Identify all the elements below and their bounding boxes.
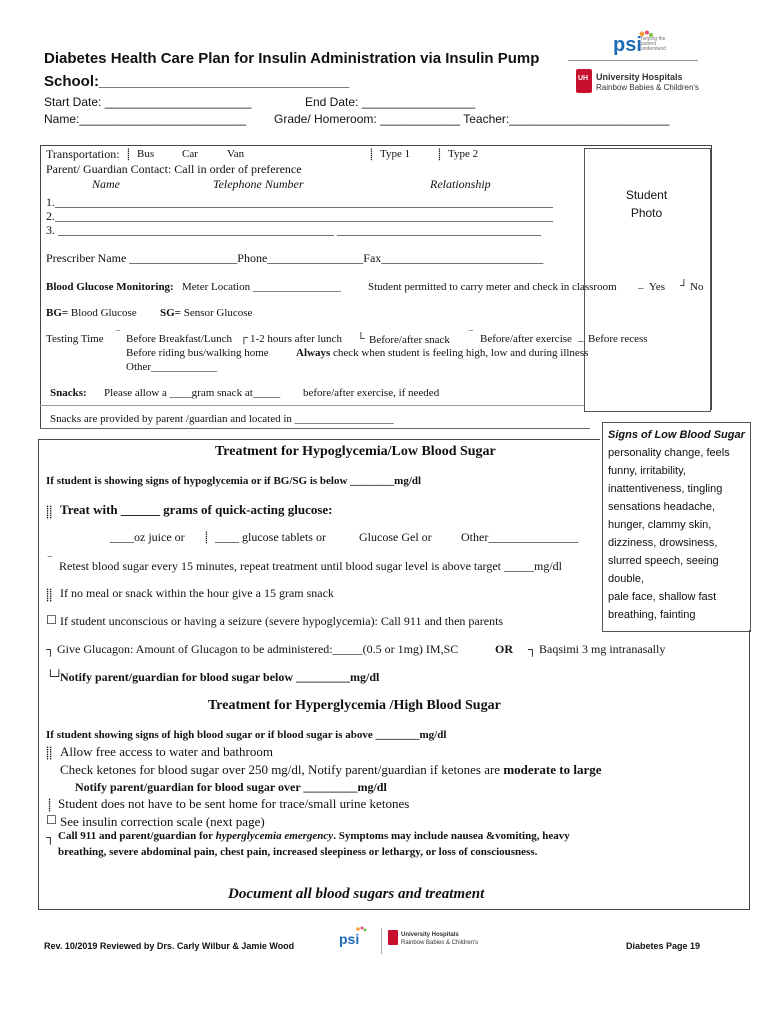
uh-name: University Hospitals <box>596 72 683 82</box>
testing-time-label: Testing Time <box>46 333 104 345</box>
checkbox-no[interactable]: ┘ <box>680 280 688 292</box>
no-meal-note: If no meal or snack within the hour give a 15 gram snack <box>60 586 334 600</box>
van-option: Van <box>227 148 245 160</box>
footer-uh-subname: Rainbow Babies & Children's <box>401 940 479 946</box>
always-check-note: Always check when student is feeling high, low and during illness <box>296 347 589 359</box>
name-field[interactable]: Name:_________________________ <box>44 112 247 126</box>
signs-line-10: breathing, fainting <box>608 609 696 621</box>
checkbox-yes[interactable]: _ <box>638 278 644 290</box>
snack-option: Before/after snack <box>369 334 450 346</box>
checkbox-type1[interactable]: ⸽ <box>370 149 373 161</box>
yes-option: Yes <box>649 281 666 293</box>
checkbox-retest[interactable]: ‾ <box>48 555 52 569</box>
other-glucose-field[interactable]: Other_______________ <box>461 530 579 544</box>
juice-option[interactable]: ____oz juice or <box>110 530 185 544</box>
photo-label-2: Photo <box>630 206 663 220</box>
hypo-threshold-field[interactable]: If student is showing signs of hypoglycemia or if BG/SG is below ________mg/dl <box>46 475 422 487</box>
photo-label-1: Student <box>625 188 668 202</box>
seizure-note: If student unconscious or having a seizure (severe hypoglycemia): Call 911 and then parents <box>60 614 504 628</box>
meter-location-field[interactable]: Meter Location ________________ <box>182 281 341 293</box>
glucagon-field[interactable]: Give Glucagon: Amount of Glucagon to be administered:_____(0.5 or 1mg) IM,SC <box>57 642 459 656</box>
call911-note: Call 911 and parent/guardian for hyperglycemia emergency. Symptoms may include nausea &vomiting, heavy <box>58 830 570 842</box>
after-lunch-option: 1-2 hours after lunch <box>250 333 342 345</box>
type2-option: Type 2 <box>448 148 479 160</box>
type1-option: Type 1 <box>380 148 411 160</box>
signs-title: Signs of Low Blood Sugar <box>608 429 745 441</box>
checkbox-not-home[interactable]: ⸽ <box>48 798 52 812</box>
ketones-note: Check ketones for blood sugar over 250 mg/dl, Notify parent/guardian if ketones are moderate to large <box>60 762 602 777</box>
contact-row-2[interactable]: 2.___________________________________________________________________________________ <box>46 209 553 223</box>
other-testing-field[interactable]: Other____________ <box>126 361 218 373</box>
checkbox-tabs[interactable]: ⸽ <box>205 532 208 544</box>
no-option: No <box>690 281 704 293</box>
carry-meter-label: Student permitted to carry meter and check in classroom <box>368 281 617 293</box>
signs-line-4: sensations headache, <box>608 501 716 513</box>
contact-row-3[interactable]: 3. ______________________________________________ __________________________________ <box>46 223 541 237</box>
checkbox-type2[interactable]: ⸽ <box>438 149 441 161</box>
grade-teacher-field[interactable]: Grade/ Homeroom: ____________ Teacher:________________________ <box>274 112 670 126</box>
col-phone: Telephone Number <box>213 177 304 191</box>
hyper-title: Treatment for Hyperglycemia /High Blood Sugar <box>208 698 501 713</box>
checkbox-call911[interactable]: ┐ <box>46 830 55 844</box>
snack-gram-field[interactable]: Please allow a ____gram snack at_____ <box>104 387 281 399</box>
signs-line-2: funny, irritability, <box>608 465 686 477</box>
school-field[interactable]: School:______________________________ <box>44 73 350 90</box>
checkbox-bus[interactable]: ⸽ <box>127 149 130 161</box>
page-number: Diabetes Page 19 <box>626 941 701 951</box>
signs-line-6: dizziness, drowsiness, <box>608 537 718 549</box>
signs-line-9: pale face, shallow fast <box>608 591 717 603</box>
revision-note: Rev. 10/2019 Reviewed by Drs. Carly Wilbur & Jamie Wood <box>44 941 295 951</box>
start-date-field[interactable]: Start Date: ______________________ <box>44 95 252 109</box>
uh-shield-icon: UH <box>576 69 592 93</box>
checkbox-correction[interactable]: ☐ <box>46 813 57 827</box>
sg-abbr: SG= Sensor Glucose <box>160 307 253 319</box>
exercise-option: Before/after exercise <box>480 333 572 345</box>
footer-uh-name: University Hospitals <box>401 932 459 938</box>
or-separator: OR <box>495 642 513 656</box>
snacks-label: Snacks: <box>50 387 87 399</box>
call911-symptoms: breathing, severe abdominal pain, chest pain, increased sleepiness or lethargy, or loss of consciousness. <box>58 846 538 858</box>
end-date-field[interactable]: End Date: _________________ <box>305 95 476 109</box>
monitoring-label: Blood Glucose Monitoring: <box>46 281 174 293</box>
tablets-option[interactable]: ____ glucose tablets or <box>215 530 326 544</box>
checkbox-exercise[interactable]: ‾ <box>469 330 473 342</box>
signs-line-5: hunger, clammy skin, <box>608 519 712 531</box>
checkbox-recess[interactable]: _ <box>578 331 584 343</box>
not-home-note: Student does not have to be sent home for trace/small urine ketones <box>58 796 410 811</box>
bus-walking-option: Before riding bus/walking home <box>126 347 269 359</box>
checkbox-water[interactable]: ⸽⸽ <box>46 746 53 760</box>
car-option: Car <box>182 148 198 160</box>
uh-subname: Rainbow Babies & Children's <box>596 83 699 92</box>
water-note: Allow free access to water and bathroom <box>60 744 273 759</box>
hypo-title: Treatment for Hypoglycemia/Low Blood Sugar <box>215 444 496 459</box>
signs-line-8: double, <box>608 573 645 585</box>
treat-grams-field[interactable]: Treat with ______ grams of quick-acting glucose: <box>60 502 333 517</box>
notify-high-field[interactable]: Notify parent/guardian for blood sugar over _________mg/dl <box>75 780 387 794</box>
retest-field[interactable]: Retest blood sugar every 15 minutes, repeat treatment until blood sugar level is above target _____mg/dl <box>59 559 562 573</box>
signs-line-3: inattentiveness, tingling <box>608 483 723 495</box>
document-instruction: Document all blood sugars and treatment <box>228 886 485 902</box>
checkbox-no-meal[interactable]: ⸽⸽ <box>46 588 53 602</box>
checkbox-notify-low[interactable]: └┘ <box>46 669 64 683</box>
transport-label: Transportation: <box>46 147 120 161</box>
snack-location-field[interactable]: Snacks are provided by parent /guardian and located in __________________ <box>50 413 394 425</box>
gel-option[interactable]: Glucose Gel or <box>359 530 432 544</box>
recess-option: Before recess <box>588 333 648 345</box>
col-relationship: Relationship <box>430 177 491 191</box>
checkbox-seizure[interactable]: ☐ <box>46 613 57 627</box>
signs-line-7: slurred speech, seeing <box>608 555 719 567</box>
baqsimi-option: Baqsimi 3 mg intranasally <box>539 642 666 656</box>
snack-exercise-note: before/after exercise, if needed <box>303 387 440 399</box>
hyper-threshold-field[interactable]: If student showing signs of high blood sugar or if blood sugar is above ________mg/dl <box>46 729 447 741</box>
bus-option: Bus <box>137 148 155 160</box>
contact-instructions: Parent/ Guardian Contact: Call in order of preference <box>46 162 302 176</box>
form-title: Diabetes Health Care Plan for Insulin Administration via Insulin Pump <box>44 50 540 67</box>
signs-line-1: personality change, feels <box>608 447 730 459</box>
checkbox-glucagon[interactable]: ┐ <box>46 642 55 656</box>
footer-psi-wordmark: psi <box>339 931 360 947</box>
before-meal-option: Before Breakfast/Lunch <box>126 333 232 345</box>
bg-abbr: BG= Blood Glucose <box>46 307 137 319</box>
psi-tagline: helping the patient understand <box>641 36 667 52</box>
checkbox-baqsimi[interactable]: ┐ <box>528 642 537 656</box>
col-name: Name <box>92 177 120 191</box>
checkbox-snack[interactable]: └ <box>357 333 365 345</box>
checkbox-treat[interactable]: ⸽⸽ <box>46 505 53 519</box>
checkbox-after-lunch[interactable]: ┌ <box>240 332 248 344</box>
contact-row-1[interactable]: 1.___________________________________________________________________________________ <box>46 195 553 209</box>
notify-low-field[interactable]: Notify parent/guardian for blood sugar below _________mg/dl <box>60 670 380 684</box>
correction-note: See insulin correction scale (next page) <box>60 814 265 829</box>
checkbox-before-meal[interactable]: ‾ <box>116 330 120 342</box>
footer-uh-shield-icon <box>388 930 398 945</box>
prescriber-field[interactable]: Prescriber Name __________________Phone________________Fax___________________________ <box>46 251 544 265</box>
psi-wordmark: psi <box>613 34 642 56</box>
